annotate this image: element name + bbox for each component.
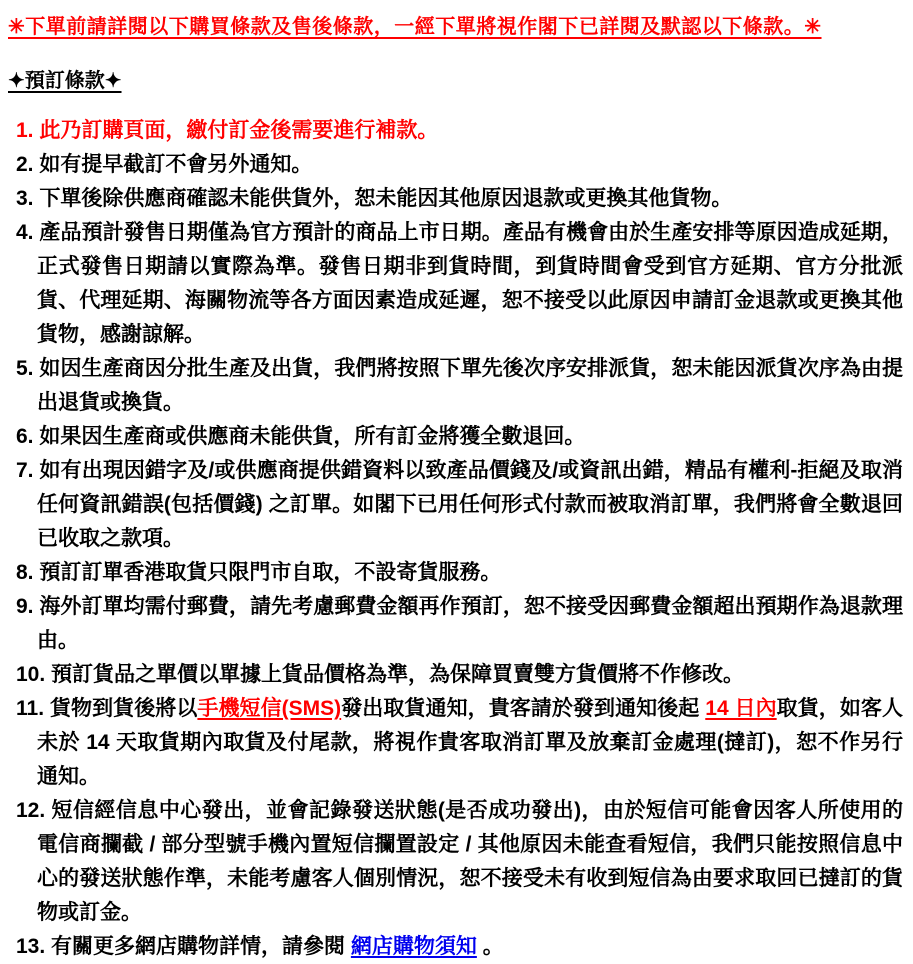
term-text: 取貨，如客人未於 14 天取貨期內取貨及付尾款，將視作貴客取消訂單及放棄訂金處理(撻訂)，恕不作另行通知。: [37, 697, 904, 788]
term-number: 10.: [16, 663, 52, 686]
term-text: 下單後除供應商確認未能供貨外，恕未能因其他原因退款或更換其他貨物。: [39, 187, 733, 210]
term-item-7: [8, 454, 903, 556]
term-number: 13.: [16, 935, 52, 958]
term-item-8: [8, 556, 903, 590]
term-text: 預訂訂單香港取貨只限門市自取，不設寄貨服務。: [39, 561, 502, 584]
term-number: 3.: [16, 187, 40, 210]
term-item-1: [8, 114, 903, 148]
term-item-5: [8, 352, 903, 420]
shop-guide-link[interactable]: 網店購物須知: [350, 935, 477, 958]
term-text: 如因生產商因分批生產及出貨，我們將按照下單先後次序安排派貨，恕未能因派貨次序為由提出退貨或換貨。: [37, 357, 903, 414]
term-item-4: [8, 216, 903, 352]
term-text: 如果因生產商或供應商未能供貨，所有訂金將獲全數退回。: [39, 425, 586, 448]
term-item-12: [8, 794, 903, 930]
red-underline-emphasis: 手機短信(SMS): [197, 697, 342, 720]
term-item-11: [8, 692, 903, 794]
term-number: 4.: [16, 221, 40, 244]
term-number: 1.: [16, 119, 40, 142]
term-number: 8.: [16, 561, 40, 584]
term-text: 。: [476, 935, 504, 958]
term-text: 短信經信息中心發出，並會記錄發送狀態(是否成功發出)，由於短信可能會因客人所使用的電信商攔截 / 部分型號手機內置短信攔置設定 / 其他原因未能查看短信，我們只能按照信息中心的發送狀態作準，未能考慮客人個別情況，恕不接受未有收到短信為由要求取回已撻訂的貨物或訂金。: [37, 799, 904, 924]
term-text: 如有提早截訂不會另外通知。: [39, 153, 313, 176]
term-text: 發出取貨通知，貴客請於發到通知後起: [341, 697, 706, 720]
term-item-3: [8, 182, 903, 216]
term-item-9: [8, 590, 903, 658]
term-text: 海外訂單均需付郵費，請先考慮郵費金額再作預訂，恕不接受因郵費金額超出預期作為退款理由。: [37, 595, 903, 652]
term-number: 11.: [16, 697, 50, 720]
terms-list: [8, 114, 903, 964]
term-text: 產品預計發售日期僅為官方預計的商品上市日期。產品有機會由於生產安排等原因造成延期，正式發售日期請以實際為準。發售日期非到貨時間，到貨時間會受到官方延期、官方分批派貨、代理延期、海關物流等各方面因素造成延遲，恕不接受以此原因申請訂金退款或更換其他貨物，感謝諒解。: [37, 221, 903, 346]
term-text: 有關更多網店購物詳情，請參閱: [51, 935, 351, 958]
term-text: 貨物到貨後將以: [49, 697, 198, 720]
term-number: 6.: [16, 425, 40, 448]
term-number: 5.: [16, 357, 40, 380]
notice-banner: ✳下單前請詳閱以下購買條款及售後條款，一經下單將視作閣下已詳閱及默認以下條款。✳: [8, 16, 822, 38]
term-item-13: [8, 930, 903, 964]
term-item-6: [8, 420, 903, 454]
term-item-2: [8, 148, 903, 182]
term-text: 如有出現因錯字及/或供應商提供錯資料以致產品價錢及/或資訊出錯，精品有權利-拒絕及取消任何資訊錯誤(包括價錢) 之訂單。如閣下已用任何形式付款而被取消訂單，我們將會全數退回已收取之款項。: [37, 459, 903, 550]
red-underline-emphasis: 14 日內: [705, 697, 777, 720]
term-number: 12.: [16, 799, 52, 822]
term-number: 2.: [16, 153, 40, 176]
term-number: 7.: [16, 459, 40, 482]
term-number: 9.: [16, 595, 40, 618]
section-title: ✦預訂條款✦: [8, 70, 122, 92]
term-text: 預訂貨品之單價以單據上貨品價格為準，為保障買賣雙方貨價將不作修改。: [51, 663, 745, 686]
term-text: 此乃訂購頁面，繳付訂金後需要進行補款。: [39, 119, 439, 142]
term-item-10: [8, 658, 903, 692]
